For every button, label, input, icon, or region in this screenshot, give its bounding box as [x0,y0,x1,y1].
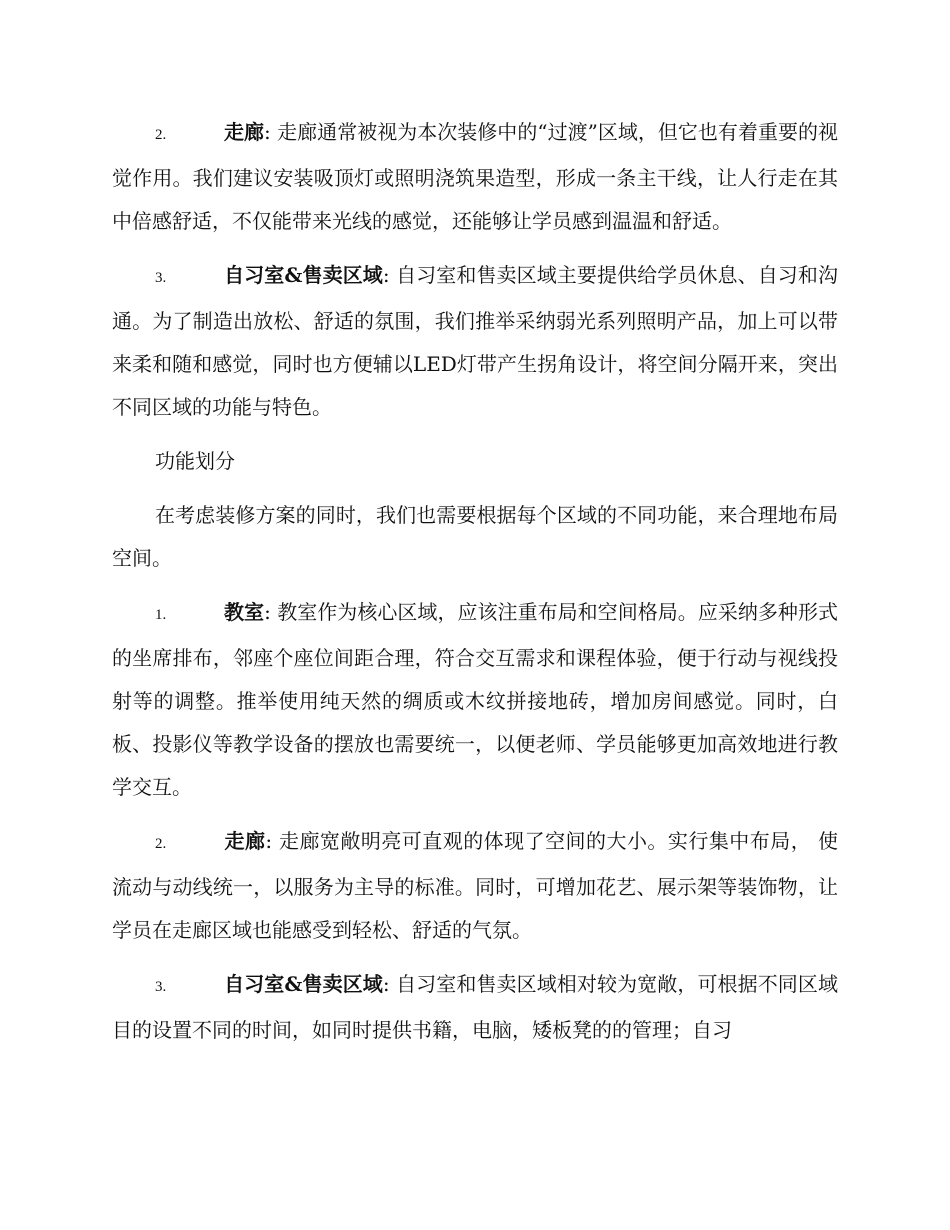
item-number: 3. [155,270,167,286]
function-item-classroom [112,591,838,809]
item-text: : 自习室和售卖区域相对较为宽敞，可根据不同区域目的设置不同的时间，如同时提供书籍，电脑，矮板凳的的管理；自习 [112,972,838,1042]
item-text: : 走廊通常被视为本次装修中的“过渡”区域，但它也有着重要的视觉作用。我们建议安装吸顶灯或照明浇筑果造型，形成一条主干线，让人行走在其中倍感舒适，不仅能带来光线的感觉，还能够让学员感到温温和舒适。 [112,120,839,233]
item-text: : 自习室和售卖区域主要提供给学员休息、自习和沟通。为了制造出放松、舒适的氛围，我们推举采纳弱光系列照明产品，加上可以带来柔和随和感觉，同时也方便辅以LED灯带产生拐角设计，将空间分隔开来，突出不同区域的功能与特色。 [112,263,838,419]
lighting-item-study-room [112,254,838,429]
lighting-item-corridor [112,111,838,243]
function-item-corridor [112,820,838,952]
section-intro: 在考虑装修方案的同时，我们也需要根据每个区域的不同功能，来合理地布局空间。 [112,503,838,570]
item-number: 3. [155,979,167,995]
item-term: 自习室&售卖区域 [224,972,383,996]
item-number: 1. [155,607,167,623]
item-term: 教室 [224,600,265,624]
item-number: 2. [155,836,167,852]
function-item-study-room [112,963,838,1052]
item-number: 2. [155,127,167,143]
item-text: : 教室作为核心区域，应该注重布局和空间格局。应采纳多种形式的坐席排布，邻座个座位间距合理，符合交互需求和课程体验，便于行动与视线投射等的调整。推举使用纯天然的绸质或木纹拼接地砖，增加房间感觉。同时，白板、投影仪等教学设备的摆放也需要统一，以便老师、学员能够更加高效地进行教学交互。 [112,600,838,799]
item-term: 自习室&售卖区域 [224,263,383,287]
item-term: 走廊 [224,829,266,853]
item-text: : 走廊宽敞明亮可直观的体现了空间的大小。实行集中布局， 使流动与动线统一，以服务为主导的标准。同时，可增加花艺、展示架等装饰物，让学员在走廊区域也能感受到轻松、舒适的气氛。 [112,829,839,942]
section-heading: 功能划分 [155,449,235,473]
item-term: 走廊 [224,120,265,144]
